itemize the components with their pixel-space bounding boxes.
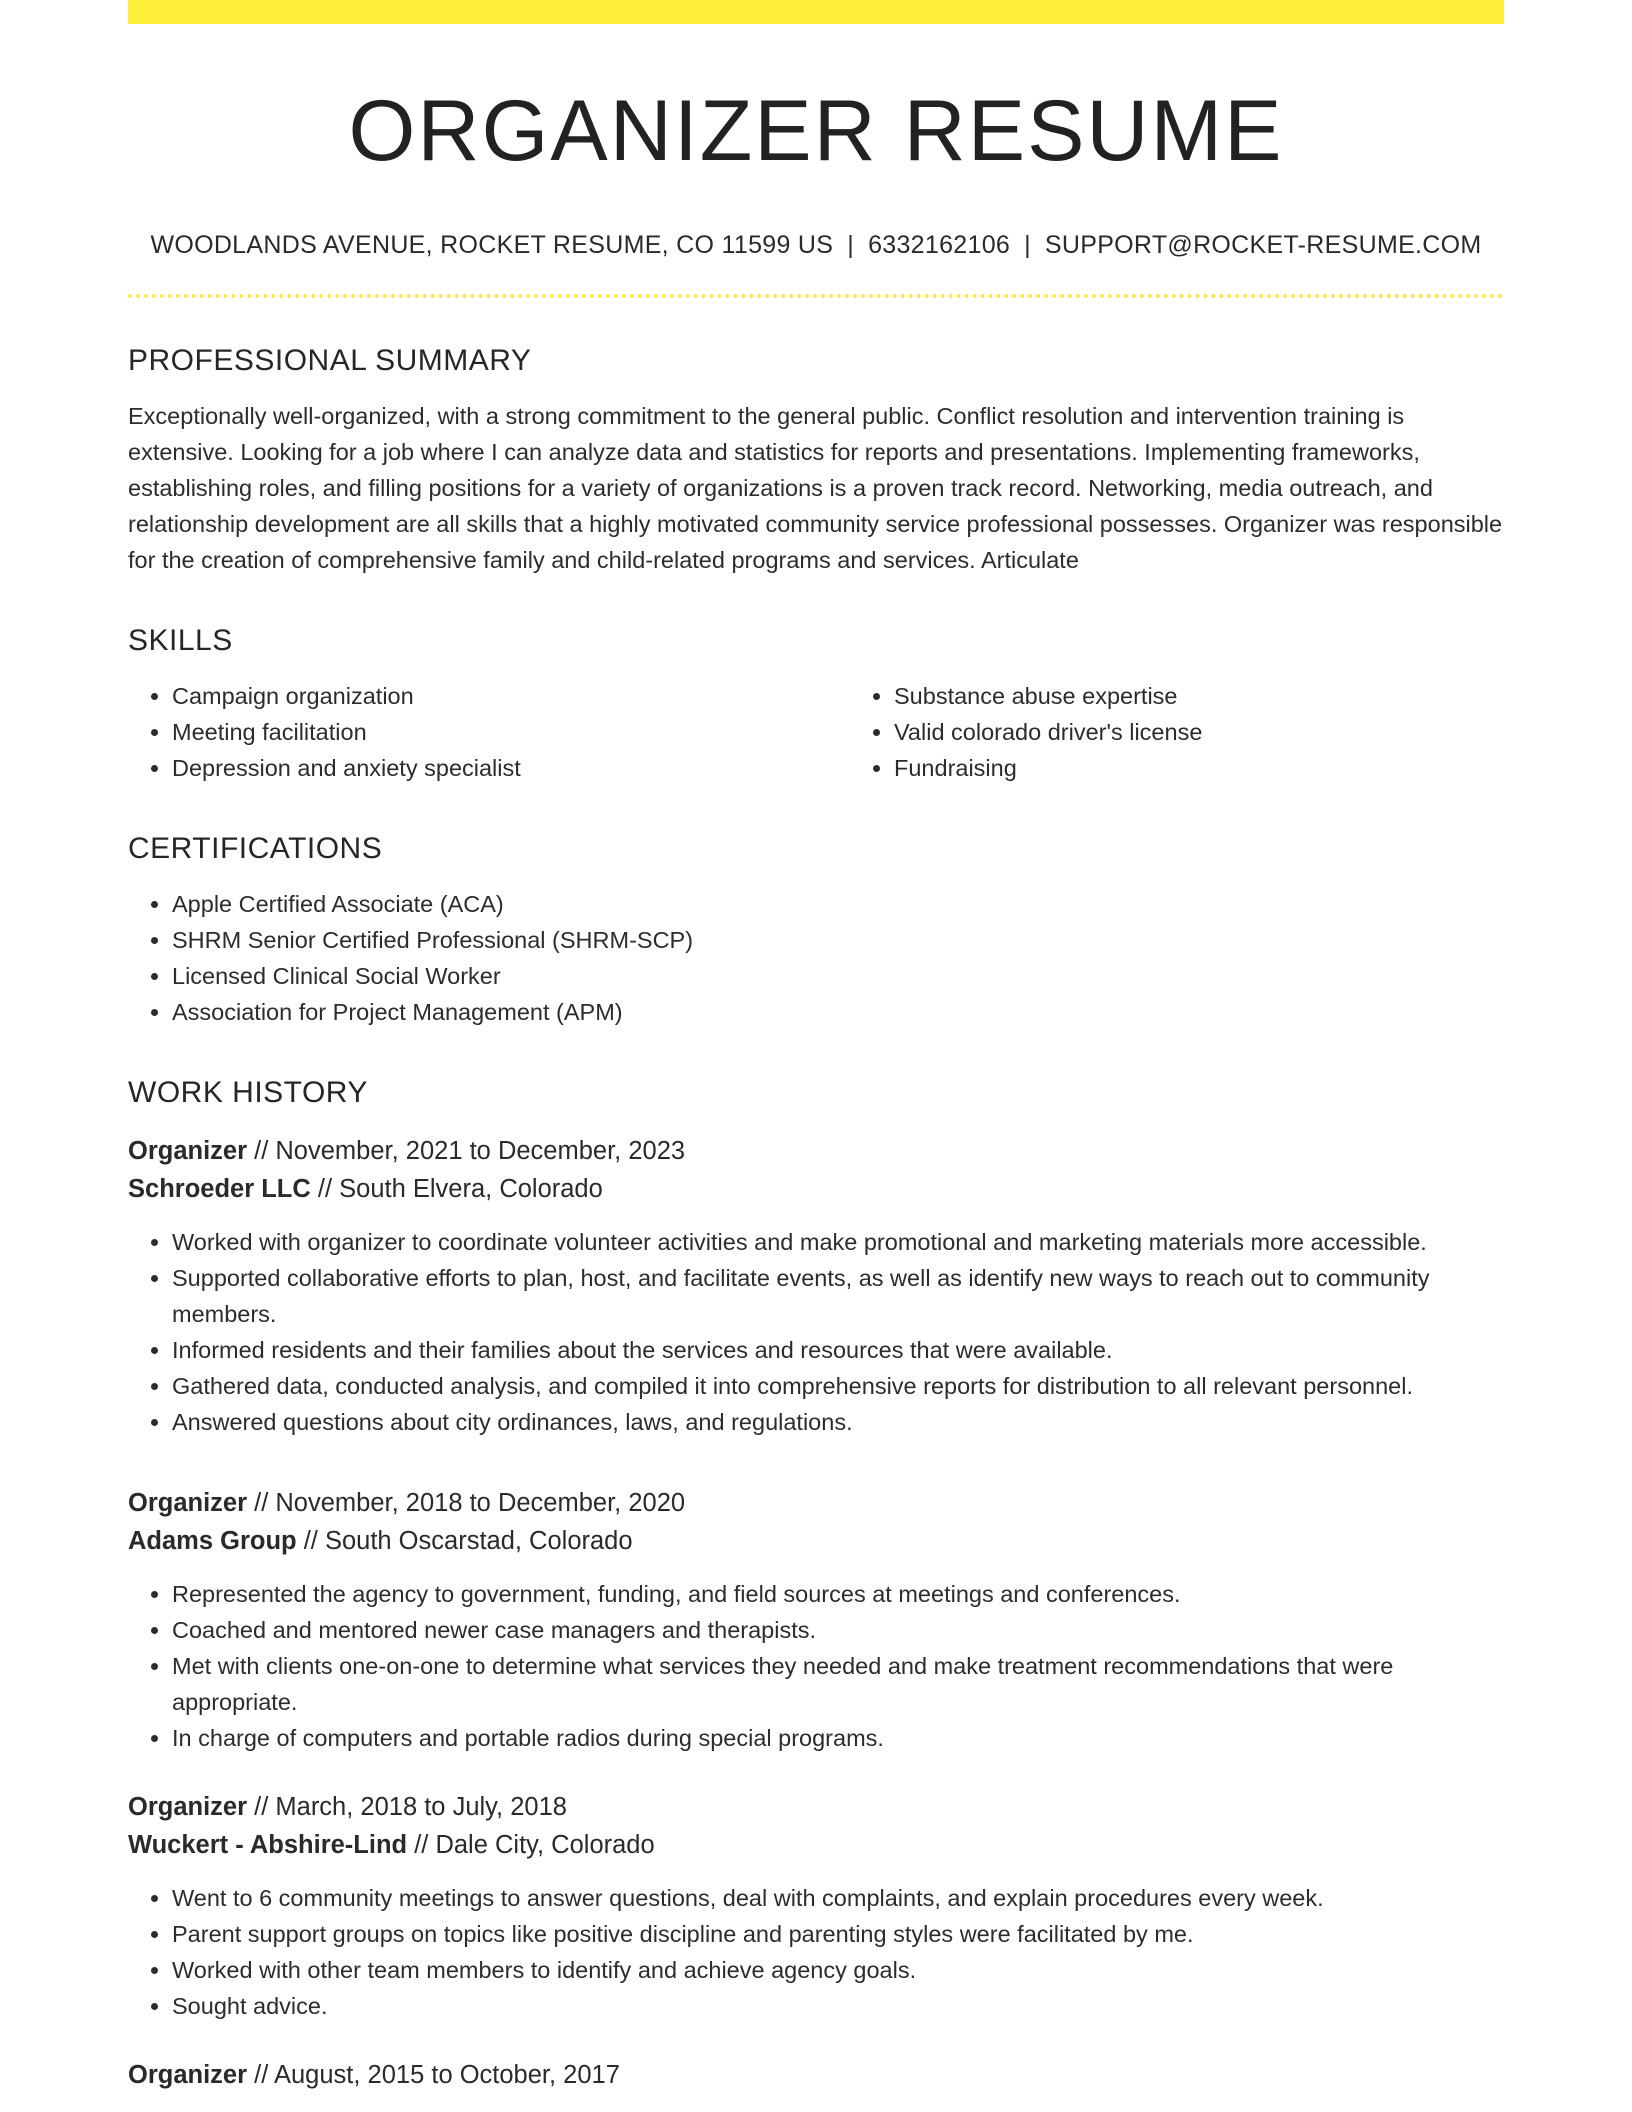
skill-item: • Valid colorado driver's license (894, 714, 1572, 750)
skills-list-left (128, 678, 850, 786)
contact-line (128, 231, 1504, 260)
job-title: Organizer (128, 1488, 248, 1517)
job-dates: // August, 2015 to October, 2017 (254, 2060, 620, 2089)
job-bullet: • Coached and mentored newer case managers and therapists. (172, 1612, 1504, 1648)
job-bullet: • Informed residents and their families about the services and resources that were available. (172, 1332, 1504, 1368)
job-entry (128, 1788, 1504, 2024)
job-bullet: • Answered questions about city ordinances, laws, and regulations. (172, 1404, 1504, 1440)
job-dates: // November, 2021 to December, 2023 (254, 1136, 686, 1165)
resume-title: ORGANIZER RESUME (348, 83, 1284, 179)
job-company: Wuckert - Abshire-Lind (128, 1830, 408, 1859)
summary-heading: PROFESSIONAL SUMMARY (128, 343, 532, 377)
skill-item: • Campaign organization (172, 678, 850, 714)
accent-bar (128, 0, 1504, 24)
certification-item: • SHRM Senior Certified Professional (SHRM-SCP) (172, 922, 1504, 958)
skill-item: • Meeting facilitation (172, 714, 850, 750)
job-bullet: • Supported collaborative efforts to plan, host, and facilitate events, as well as identify new ways to reach out to community members. (172, 1260, 1504, 1332)
job-bullets (128, 1576, 1504, 1756)
job-bullets (128, 1224, 1504, 1440)
job-bullet: • Worked with other team members to identify and achieve agency goals. (172, 1952, 1504, 1988)
job-title-line (128, 1132, 1504, 1170)
job-entry (128, 2056, 1504, 2094)
job-bullet: • Parent support groups on topics like positive discipline and parenting styles were facilitated by me. (172, 1916, 1504, 1952)
address: WOODLANDS AVENUE, ROCKET RESUME, CO 11599 US (150, 230, 834, 259)
job-company-line (128, 1826, 1504, 1864)
job-bullet: • Gathered data, conducted analysis, and compiled it into comprehensive reports for distribution to all relevant personnel. (172, 1368, 1504, 1404)
certification-item: • Licensed Clinical Social Worker (172, 958, 1504, 994)
skill-item: • Substance abuse expertise (894, 678, 1572, 714)
job-title-line (128, 2056, 1504, 2094)
separator: | (847, 230, 855, 259)
summary-text: Exceptionally well-organized, with a strong commitment to the general public. Conflict resolution and intervention training is extensive. Looking for a job where I can analyze data and statistics for reports and presentations. Implementing frameworks, establishing roles, and filling positions for a variety of organizations is a proven track record. Networking, media outreach, and relationship development are all skills that a highly motivated community service professional possesses. Organizer was responsible for the creation of comprehensive family and child-related programs and services. Articulate (128, 402, 1503, 573)
job-entry (128, 1132, 1504, 1440)
skill-item: • Depression and anxiety specialist (172, 750, 850, 786)
job-bullet: • Went to 6 community meetings to answer questions, deal with complaints, and explain procedures every week. (172, 1880, 1504, 1916)
job-company: Schroeder LLC (128, 1174, 311, 1203)
skills-heading: SKILLS (128, 623, 233, 657)
job-title: Organizer (128, 2060, 248, 2089)
phone: 6332162106 (868, 230, 1011, 259)
skills-columns (128, 658, 1504, 786)
resume-page (128, 0, 1504, 2094)
certification-item: • Apple Certified Associate (ACA) (172, 886, 1504, 922)
skills-list-right (850, 678, 1572, 786)
dotted-divider (128, 294, 1504, 298)
job-bullet: • Sought advice. (172, 1988, 1504, 2024)
separator: | (1024, 230, 1031, 259)
job-bullets (128, 1880, 1504, 2024)
work-history-heading: WORK HISTORY (128, 1075, 368, 1109)
skill-item: • Fundraising (894, 750, 1572, 786)
job-location: // South Elvera, Colorado (317, 1174, 603, 1203)
job-bullet: • In charge of computers and portable radios during special programs. (172, 1720, 1504, 1756)
job-company: Adams Group (128, 1526, 297, 1555)
certification-item: • Association for Project Management (APM) (172, 994, 1504, 1030)
job-bullet: • Represented the agency to government, funding, and field sources at meetings and conferences. (172, 1576, 1504, 1612)
job-title: Organizer (128, 1136, 248, 1165)
job-dates: // March, 2018 to July, 2018 (254, 1792, 567, 1821)
job-title: Organizer (128, 1792, 248, 1821)
certifications-heading: CERTIFICATIONS (128, 831, 383, 865)
job-bullet: • Met with clients one-on-one to determine what services they needed and make treatment recommendations that were appropriate. (172, 1648, 1504, 1720)
job-company-line (128, 1170, 1504, 1208)
email[interactable]: SUPPORT@ROCKET-RESUME.COM (1044, 230, 1482, 259)
job-location: // Dale City, Colorado (414, 1830, 655, 1859)
job-company-line (128, 1522, 1504, 1560)
job-title-line (128, 1484, 1504, 1522)
job-dates: // November, 2018 to December, 2020 (254, 1488, 686, 1517)
job-location: // South Oscarstad, Colorado (303, 1526, 633, 1555)
job-title-line (128, 1788, 1504, 1826)
certifications-list (128, 886, 1504, 1030)
job-entry (128, 1484, 1504, 1756)
job-bullet: • Worked with organizer to coordinate volunteer activities and make promotional and marketing materials more accessible. (172, 1224, 1504, 1260)
